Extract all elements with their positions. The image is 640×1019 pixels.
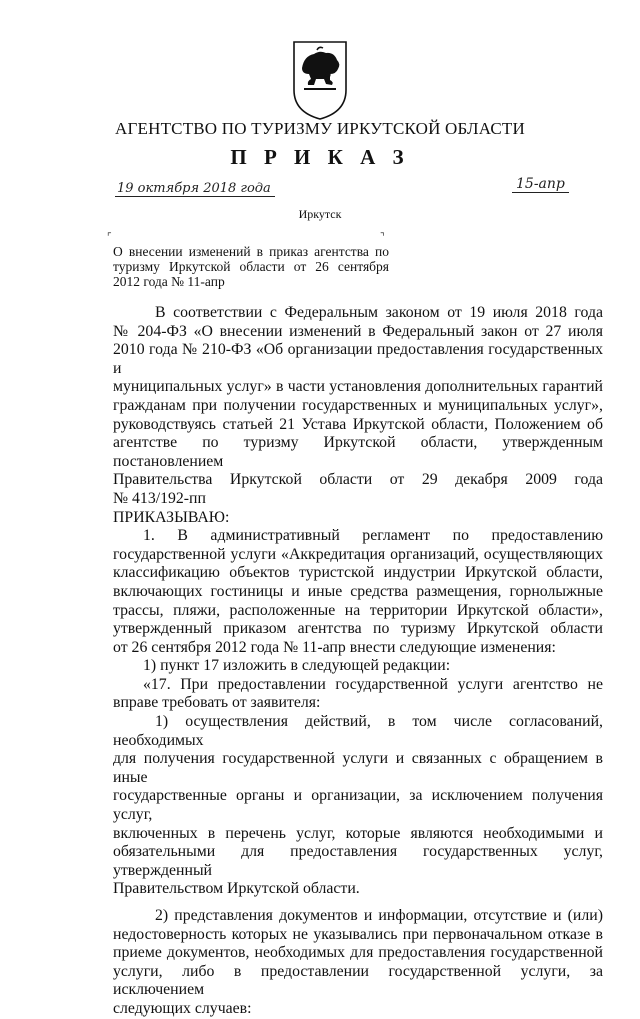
- preamble-line: В соответствии с Федеральным законом от 19 июля 2018 года: [155, 304, 603, 321]
- handwritten-number: 15-апр: [512, 176, 569, 193]
- preamble-line: гражданам при получении государственных и муниципальных услуг»,: [113, 396, 603, 414]
- preamble-line: № 413/192-пп: [113, 489, 206, 507]
- subitem-1: 1) пункт 17 изложить в следующей редакции:: [143, 657, 451, 675]
- clause17-1-line: Правительством Иркутской области.: [113, 880, 360, 898]
- clause17-1-line: для получения государственной услуги и связанных с обращением в иные: [113, 750, 603, 786]
- order-word: ПРИКАЗЫВАЮ:: [113, 508, 230, 526]
- order-title: П Р И К А З: [230, 145, 410, 169]
- item1-line: утвержденный приказом агентства по туризму Иркутской области: [113, 620, 603, 638]
- item1-line: трассы, пляжи, расположенные на территории Иркутской области»,: [113, 601, 603, 619]
- clause17-1-line: обязательными для предоставления государственных услуг, утвержденный: [113, 843, 603, 879]
- item1-line: от 26 сентября 2012 года № 11-апр внести следующие изменения:: [113, 638, 556, 656]
- item1-line: включающих гостиницы и иные средства размещения, горнолыжные: [113, 582, 603, 600]
- subject-line: О внесении изменений в приказ агентства по: [113, 244, 389, 259]
- handwritten-date: 19 октября 2018 года: [115, 181, 275, 197]
- clause17-1-line: государственные органы и организации, за исключением получения услуг,: [113, 787, 603, 824]
- preamble-line: руководствуясь статьей 21 Устава Иркутской области, Положением об: [113, 415, 603, 433]
- preamble-line: муниципальных услуг» в части установления дополнительных гарантий: [113, 378, 603, 396]
- clause17-1-line: включенных в перечень услуг, которые являются необходимыми и: [113, 824, 603, 842]
- subject-line: туризму Иркутской области от 26 сентября: [113, 259, 389, 274]
- item1-line: 1. В административный регламент по предоставлению: [143, 527, 603, 545]
- clause17-line: вправе требовать от заявителя:: [113, 694, 321, 712]
- item1-line: государственной услуги «Аккредитация организаций, осуществляющих: [113, 545, 603, 563]
- coat-of-arms-emblem: [290, 38, 350, 122]
- clause17-2-line: недостоверность которых не указывались при первоначальном отказе в: [113, 925, 603, 943]
- preamble-line: № 204-ФЗ «О внесении изменений в Федеральный закон от 27 июля: [113, 322, 603, 340]
- preamble-line: Правительства Иркутской области от 29 декабря 2009 года: [113, 471, 603, 489]
- item1-line: классификацию объектов туристской индустрии Иркутской области,: [113, 564, 603, 582]
- clause17-2-line: следующих случаев:: [113, 999, 252, 1017]
- clause17-1-line: 1) осуществления действий, в том числе согласований, необходимых: [113, 713, 603, 749]
- city-name: Иркутск: [298, 207, 342, 221]
- paragraph-gap: [113, 899, 603, 907]
- preamble-line: 2010 года № 210-ФЗ «Об организации предоставления государственных и: [113, 341, 603, 377]
- clause17-line: «17. При предоставлении государственной услуги агентство не: [143, 675, 603, 693]
- clause17-2-line: услуги, либо в предоставлении государственной услуги, за исключением: [113, 962, 603, 999]
- corner-mark-left: ⌜: [107, 232, 112, 243]
- clause17-2-line: 2) представления документов и информации, отсутствие и (или): [155, 907, 603, 924]
- preamble-line: агентстве по туризму Иркутской области, утвержденным постановлением: [113, 434, 603, 470]
- agency-name: АГЕНТСТВО ПО ТУРИЗМУ ИРКУТСКОЙ ОБЛАСТИ: [115, 119, 525, 138]
- order-body: [113, 304, 603, 1019]
- subject-line: 2012 года № 11-апр: [113, 274, 225, 289]
- corner-mark-right: ⌝: [380, 232, 385, 243]
- subject-block: [113, 244, 389, 289]
- clause17-2-line: приеме документов, необходимых для предоставления государственной: [113, 944, 603, 962]
